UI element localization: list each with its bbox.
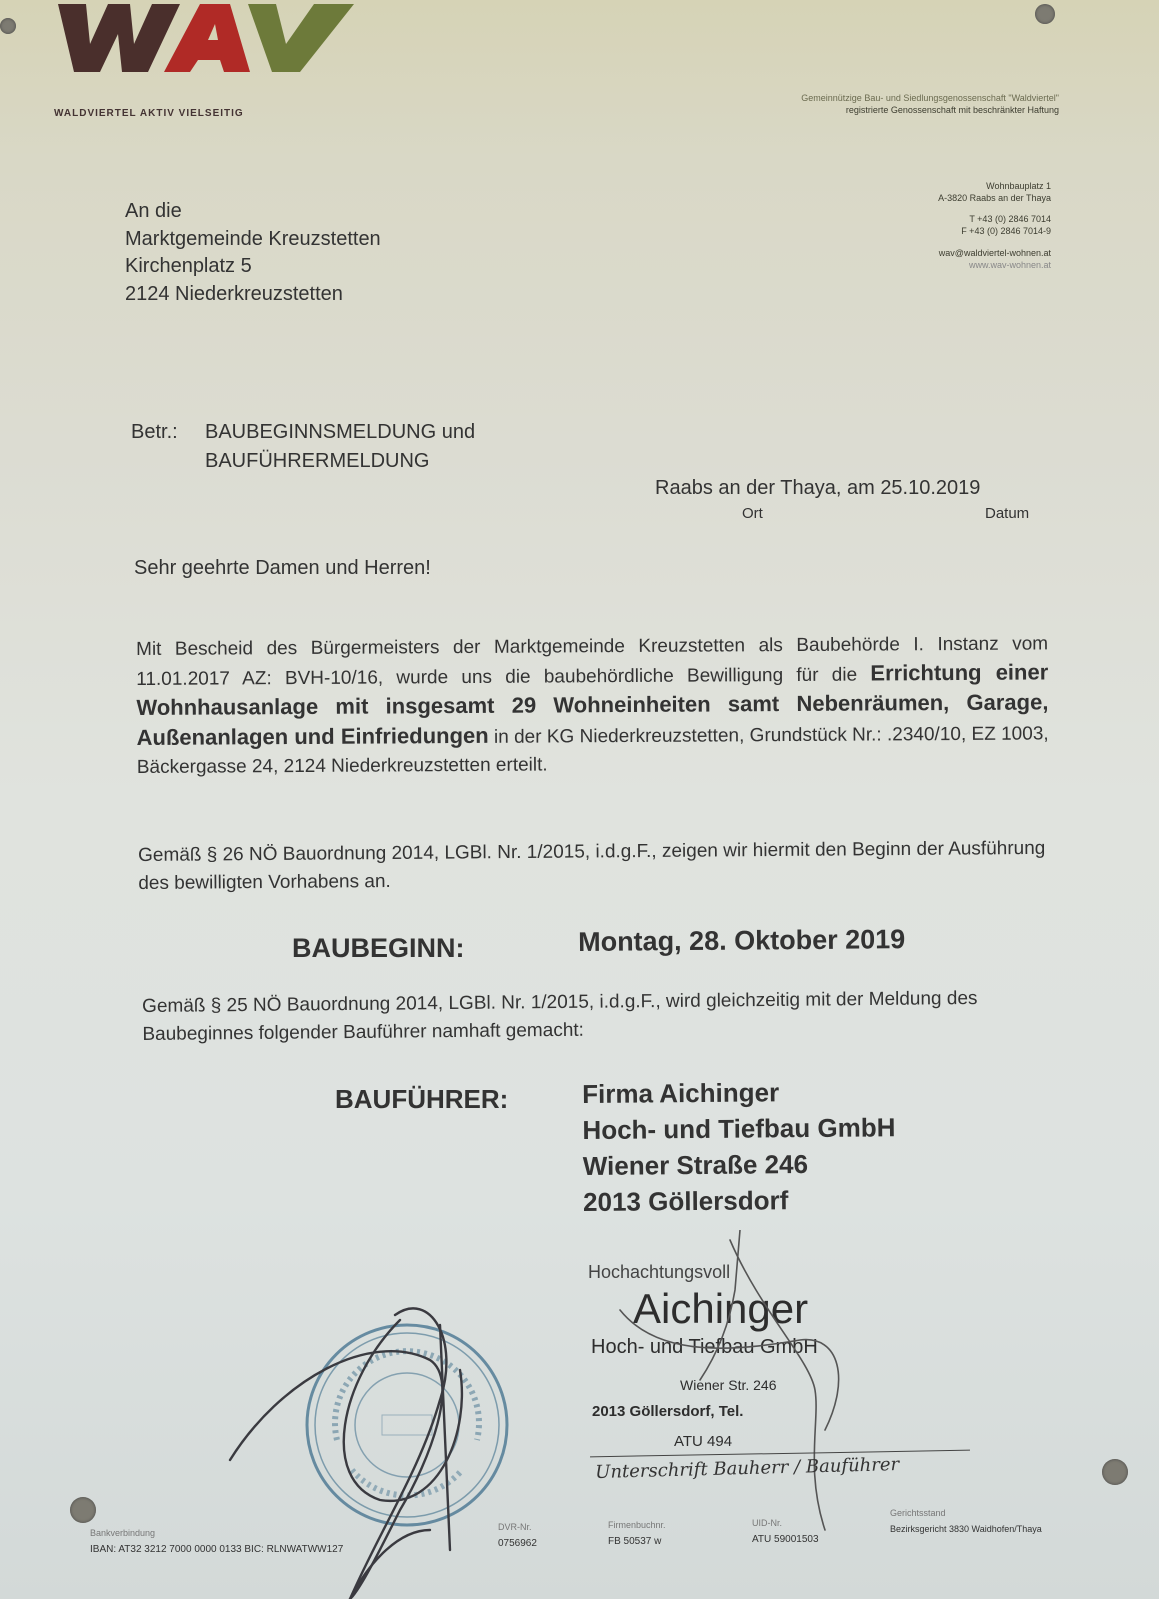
punch-hole: [1035, 4, 1055, 24]
baubeginn-date: Montag, 28. Oktober 2019: [578, 924, 906, 957]
paragraph-text: in der KG Niederkreuzstetten, Grundstück Nr.: .2340/10, EZ 1003, Bäckergasse 24, 2124 Niederkreuzstetten erteilt.: [136, 723, 1049, 778]
court-label: Gerichtsstand: [890, 1508, 946, 1518]
stamp-company-name: Aichinger: [633, 1285, 809, 1332]
punch-hole: [0, 18, 16, 34]
address-line: 2124 Niederkreuzstetten: [125, 282, 343, 305]
project-description: Errichtung einer Wohnhausanlage mit insgesamt 29 Wohneinheiten samt Nebenräumen, Garage, Außenanlagen und Einfriedungen: [136, 659, 1049, 750]
contact-line: T +43 (0) 2846 7014: [969, 214, 1051, 225]
punch-hole: [1102, 1459, 1128, 1485]
court-value: Bezirksgericht 3830 Waidhofen/Thaya: [890, 1524, 1042, 1534]
contact-line: Wohnbauplatz 1: [986, 181, 1051, 191]
contact-line: F +43 (0) 2846 7014-9: [961, 226, 1051, 237]
address-line: Marktgemeinde Kreuzstetten: [125, 227, 381, 250]
bauführer-address: [582, 1073, 896, 1220]
paragraph-contractor: Gemäß § 25 NÖ Bauordnung 2014, LGBl. Nr. 1/2015, i.d.g.F., wird gleichzeitig mit der Meldung des Baubeginnes folgender Bauführer namhaft gemacht:: [142, 987, 978, 1045]
footer-court: [890, 1508, 1042, 1534]
org-legal-form: registrierte Genossenschaft mit beschränkter Haftung: [845, 105, 1059, 116]
salutation: Sehr geehrte Damen und Herren!: [134, 557, 431, 579]
datum-label: Datum: [985, 505, 1030, 522]
baubeginn-label: BAUBEGINN:: [292, 933, 465, 963]
subject-label: Betr.:: [131, 421, 178, 443]
contact-line: www.wav-wohnen.at: [968, 259, 1051, 270]
stamp-uid: ATU 494: [674, 1433, 733, 1450]
ort-label: Ort: [742, 505, 763, 522]
organization-header: [801, 92, 1059, 116]
paragraph-text: Mit Bescheid des Bürgermeisters der Marktgemeinde Kreuzstetten als Baubehörde I. Instanz vom 11.01.2017 AZ: BVH-10/16, wurde uns die baubehördliche Bewilligung für die: [136, 633, 1049, 690]
stamp-city: 2013 Göllersdorf, Tel.: [592, 1403, 744, 1420]
place-date: Raabs an der Thaya, am 25.10.2019: [655, 477, 981, 499]
subject-line-2: BAUFÜHRERMELDUNG: [205, 450, 430, 472]
closing: Hochachtungsvoll: [588, 1262, 731, 1282]
bauführer-label: BAUFÜHRER:: [335, 1084, 509, 1114]
footer-uid: [752, 1518, 819, 1545]
subject-line-1: BAUBEGINNSMELDUNG und: [205, 421, 476, 443]
recipient-address: [125, 198, 381, 308]
logo-tagline: WALDVIERTEL AKTIV VIELSEITIG: [54, 108, 244, 119]
bank-value: IBAN: AT32 3212 7000 0000 0133 BIC: RLNWATWW127: [90, 1544, 344, 1555]
footer-bank: [90, 1528, 343, 1555]
fb-label: Firmenbuchnr.: [608, 1520, 666, 1530]
uid-value: ATU 59001503: [752, 1534, 819, 1545]
paragraph-permit: [136, 630, 1049, 782]
wav-logo: [52, 4, 357, 72]
dvr-value: 0756962: [498, 1538, 537, 1549]
uid-label: UID-Nr.: [752, 1518, 782, 1528]
paragraph-notice: Gemäß § 26 NÖ Bauordnung 2014, LGBl. Nr. 1/2015, i.d.g.F., zeigen wir hiermit den Beginn der Ausführung des bewilligten Vorhabens an.: [138, 837, 1046, 894]
bauführer-line: Firma Aichinger: [582, 1077, 780, 1109]
address-line: An die: [125, 200, 182, 222]
bank-label: Bankverbindung: [90, 1528, 156, 1538]
contact-line: wav@waldviertel-wohnen.at: [938, 247, 1051, 258]
footer-firmenbuch: [608, 1520, 666, 1547]
bauführer-line: Hoch- und Tiefbau GmbH: [582, 1112, 896, 1145]
address-line: Kirchenplatz 5: [125, 255, 252, 277]
org-name: Gemeinnützige Bau- und Siedlungsgenossenschaft "Waldviertel": [801, 93, 1059, 103]
fb-value: FB 50537 w: [608, 1536, 662, 1547]
punch-hole: [70, 1497, 96, 1523]
signature-caption: Unterschrift Bauherr / Bauführer: [595, 1454, 900, 1483]
bauführer-line: Wiener Straße 246: [582, 1149, 809, 1181]
bauführer-line: 2013 Göllersdorf: [582, 1185, 789, 1217]
stamp-company-type: Hoch- und Tiefbau GmbH: [591, 1336, 818, 1358]
dvr-label: DVR-Nr.: [498, 1522, 532, 1532]
footer-dvr: [498, 1522, 537, 1549]
stamp-street: Wiener Str. 246: [680, 1377, 777, 1393]
contact-line: A-3820 Raabs an der Thaya: [938, 193, 1051, 204]
contact-block: [938, 180, 1051, 271]
